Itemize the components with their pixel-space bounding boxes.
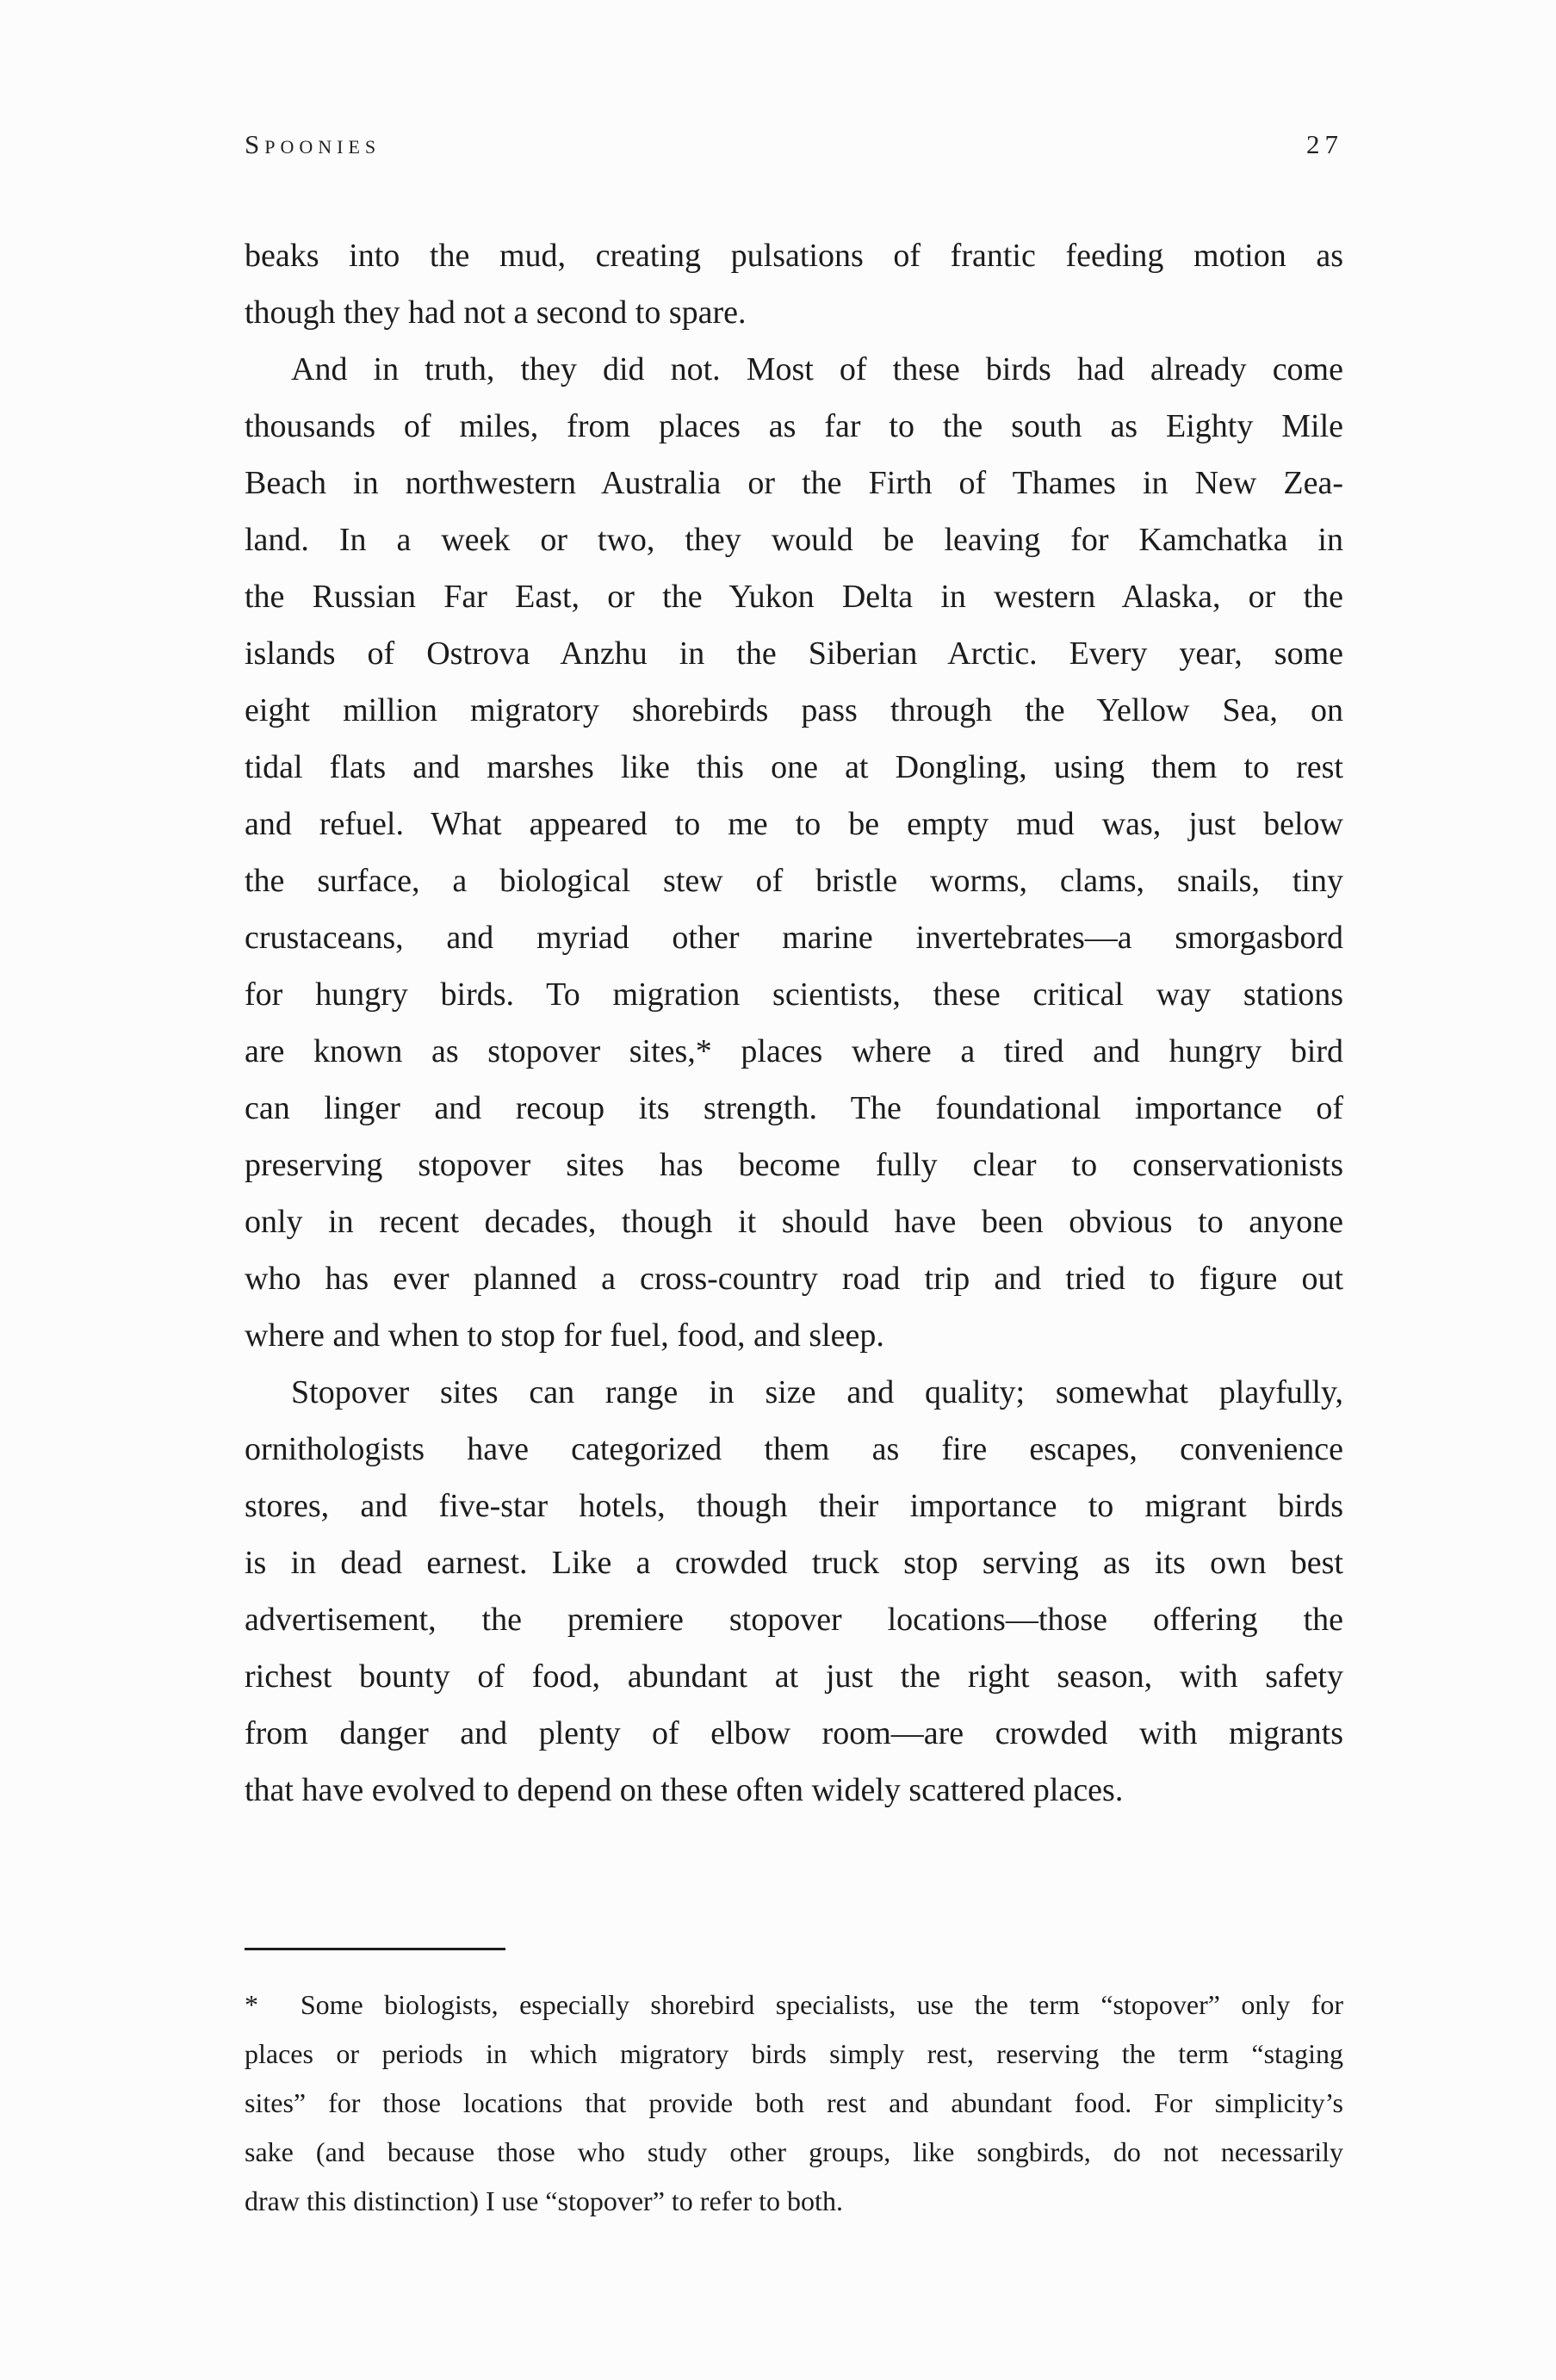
body-line: the Russian Far East, or the Yukon Delta in western Alaska, or the — [245, 579, 1343, 615]
body-line: Stopover sites can range in size and quality; somewhat playfully, — [291, 1374, 1343, 1410]
footnote-line: places or periods in which migratory birds simply rest, reserving the term “staging — [245, 2038, 1343, 2069]
running-title: Spoonies — [245, 129, 381, 159]
body-line: can linger and recoup its strength. The foundational importance of — [245, 1090, 1343, 1126]
body-line: advertisement, the premiere stopover locations—those offering the — [245, 1602, 1343, 1638]
page-number: 27 — [1306, 129, 1343, 159]
body-text — [245, 227, 1343, 1819]
body-line: though they had not a second to spare. — [245, 294, 747, 331]
footnote-line: * Some biologists, especially shorebird specialists, use the term “stopover” only for — [245, 1989, 1343, 2020]
body-line: who has ever planned a cross-country road trip and tried to figure out — [245, 1261, 1343, 1297]
body-line: the surface, a biological stew of bristle worms, clams, snails, tiny — [245, 863, 1343, 899]
body-line: islands of Ostrova Anzhu in the Siberian Arctic. Every year, some — [245, 635, 1343, 672]
running-header — [245, 129, 1343, 160]
body-line: is in dead earnest. Like a crowded truck stop serving as its own best — [245, 1545, 1343, 1581]
body-line: eight million migratory shorebirds pass through the Yellow Sea, on — [245, 692, 1343, 728]
footnote-separator-rule — [245, 1948, 505, 1950]
footnote-line: sites” for those locations that provide both rest and abundant food. For simplicity’s — [245, 2087, 1343, 2118]
body-line: for hungry birds. To migration scientists, these critical way stations — [245, 976, 1343, 1013]
body-line: stores, and five-star hotels, though their importance to migrant birds — [245, 1488, 1343, 1524]
footnote-line: draw this distinction) I use “stopover” to refer to both. — [245, 2185, 843, 2216]
body-line: and refuel. What appeared to me to be empty mud was, just below — [245, 806, 1343, 842]
body-line: are known as stopover sites,* places where a tired and hungry bird — [245, 1033, 1343, 1069]
body-line: And in truth, they did not. Most of these birds had already come — [291, 351, 1343, 387]
body-line: from danger and plenty of elbow room—are crowded with migrants — [245, 1715, 1343, 1751]
body-line: richest bounty of food, abundant at just the right season, with safety — [245, 1658, 1343, 1695]
body-line: tidal flats and marshes like this one at Dongling, using them to rest — [245, 749, 1343, 785]
body-line: crustaceans, and myriad other marine invertebrates—a smorgasbord — [245, 920, 1343, 956]
body-line: beaks into the mud, creating pulsations of frantic feeding motion as — [245, 238, 1343, 274]
body-line: thousands of miles, from places as far to the south as Eighty Mile — [245, 408, 1343, 444]
body-line: land. In a week or two, they would be leaving for Kamchatka in — [245, 522, 1343, 558]
footnote-line: sake (and because those who study other groups, like songbirds, do not necessarily — [245, 2136, 1343, 2167]
body-line: Beach in northwestern Australia or the Firth of Thames in New Zea- — [245, 465, 1343, 501]
footnote-text — [245, 1980, 1343, 2226]
body-line: that have evolved to depend on these often widely scattered places. — [245, 1772, 1124, 1808]
body-line: preserving stopover sites has become fully clear to conservationists — [245, 1147, 1343, 1183]
body-line: where and when to stop for fuel, food, and sleep. — [245, 1317, 884, 1354]
body-line: only in recent decades, though it should have been obvious to anyone — [245, 1204, 1343, 1240]
body-line: ornithologists have categorized them as fire escapes, convenience — [245, 1431, 1343, 1467]
